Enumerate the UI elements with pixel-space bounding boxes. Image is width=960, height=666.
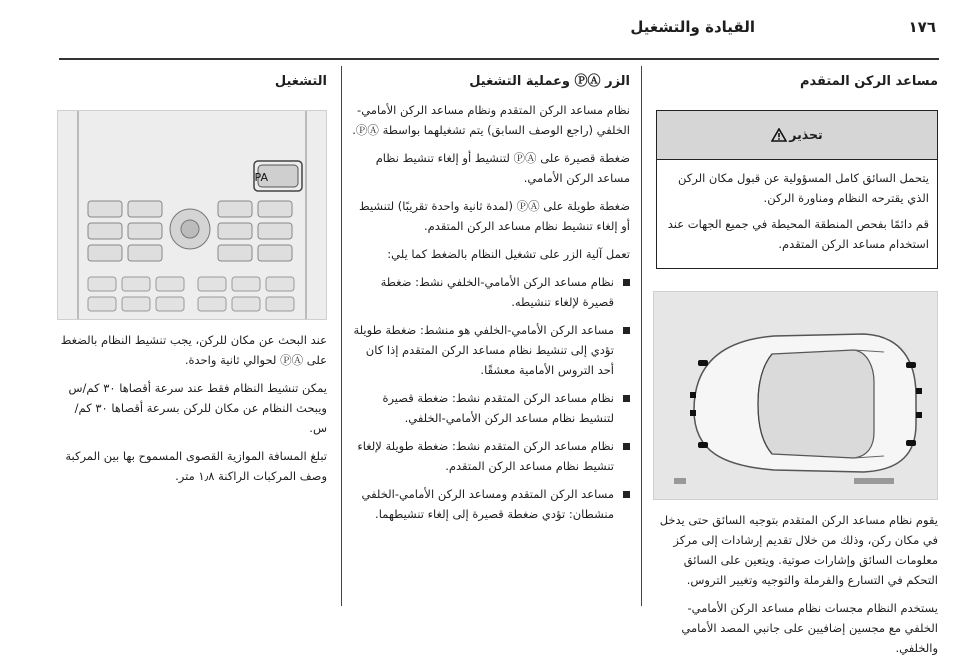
list-item: نظام مساعد الركن المتقدم نشط: ضغطة قصيرة لتنشيط نظام مساعد الركن الأمامي-الخلفي. <box>352 388 630 428</box>
body-paragraph: ضغطة قصيرة على ⓅⒶ لتنشيط أو إلغاء تنشيط نظام مساعد الركن الأمامي. <box>375 151 630 185</box>
bullet-square-icon <box>623 443 630 450</box>
section-title: الزر ⓅⒶ وعملية التشغيل <box>469 74 630 89</box>
page-number: ١٧٦ <box>908 18 936 36</box>
list-item: نظام مساعد الركن الأمامي-الخلفي نشط: ضغطة قصيرة لإلغاء تنشيطه. <box>352 272 630 312</box>
warning-text: يتحمل السائق كامل المسؤولية عن قبول مكان الركن الذي يقترحه النظام ومناورة الركن. <box>678 171 929 205</box>
car-illustration <box>653 291 938 500</box>
warning-title: تحذير <box>789 127 823 142</box>
bullet-list <box>352 272 630 524</box>
body-paragraph: يمكن تنشيط النظام فقط عند سرعة أقصاها ٣٠ كم/س ويبحث النظام عن مكان للركن بسرعة أقصاها ٣٠ كم/س. <box>68 381 327 435</box>
body-paragraph: ضغطة طويلة على ⓅⒶ (لمدة ثانية واحدة تقريبًا) لتنشيط أو إلغاء تنشيط نظام مساعد الركن المتقدم. <box>359 199 630 233</box>
left-column <box>59 66 327 494</box>
list-item: مساعد الركن الأمامي-الخلفي هو منشط: ضغطة طويلة تؤدي إلى تنشيط نظام مساعد الركن المتقدم إذا كان أحد التروس الأمامية معشقًا. <box>352 320 630 380</box>
body-paragraph: يستخدم النظام مجسات نظام مساعد الركن الأمامي-الخلفي مع مجسين إضافيين على جانبي المصد الأمامي والخلفي. <box>681 601 938 655</box>
bullet-square-icon <box>623 395 630 402</box>
body-paragraph: تبلغ المسافة الموازية القصوى المسموح بها بين المركبة وصف المركبات الراكنة ١٫٨ متر. <box>65 449 327 483</box>
body-paragraph: يقوم نظام مساعد الركن المتقدم بتوجيه السائق حتى يدخل في مكان ركن، وذلك من خلال تقديم إرشادات إلى مركز معلومات السائق وإشارات صوتية. ويتعين على السائق التحكم في التسارع والفرملة والتوجيه وتغيير التروس. <box>659 513 938 587</box>
middle-column <box>352 66 630 532</box>
warning-triangle-icon <box>771 128 787 142</box>
body-paragraph: تعمل آلية الزر على تشغيل النظام بالضغط كما يلي: <box>387 247 630 261</box>
header-rule <box>59 58 939 60</box>
list-item: نظام مساعد الركن المتقدم نشط: ضغطة طويلة لإلغاء تنشيط نظام مساعد الركن المتقدم. <box>352 436 630 476</box>
list-item: مساعد الركن المتقدم ومساعد الركن الأمامي-الخلفي منشطان: تؤدي ضغطة قصيرة إلى إلغاء تنشيطهما. <box>352 484 630 524</box>
body-paragraph: نظام مساعد الركن المتقدم ونظام مساعد الركن الأمامي-الخلفي (راجع الوصف السابق) يتم تشغيلهما بواسطة ⓅⒶ. <box>352 103 630 137</box>
right-column <box>655 66 938 666</box>
svg-text:PA: PA <box>254 171 268 184</box>
warning-box <box>656 110 938 269</box>
chapter-title: القيادة والتشغيل <box>630 18 755 36</box>
body-paragraph: عند البحث عن مكان للركن، يجب تنشيط النظام بالضغط على ⓅⒶ لحوالي ثانية واحدة. <box>60 333 327 367</box>
section-title: مساعد الركن المتقدم <box>799 74 938 89</box>
warning-body <box>657 160 937 268</box>
column-divider <box>641 66 642 606</box>
column-divider <box>341 66 342 606</box>
bullet-square-icon <box>623 327 630 334</box>
car-top-view-icon <box>654 292 937 499</box>
bullet-square-icon <box>623 491 630 498</box>
warning-text: قم دائمًا بفحص المنطقة المحيطة في جميع الجهات عند استخدام مساعد الركن المتقدم. <box>667 217 929 251</box>
console-illustration <box>57 110 327 320</box>
center-console-icon <box>58 111 326 319</box>
warning-header <box>657 111 937 160</box>
section-title: التشغيل <box>274 74 327 89</box>
bullet-square-icon <box>623 279 630 286</box>
